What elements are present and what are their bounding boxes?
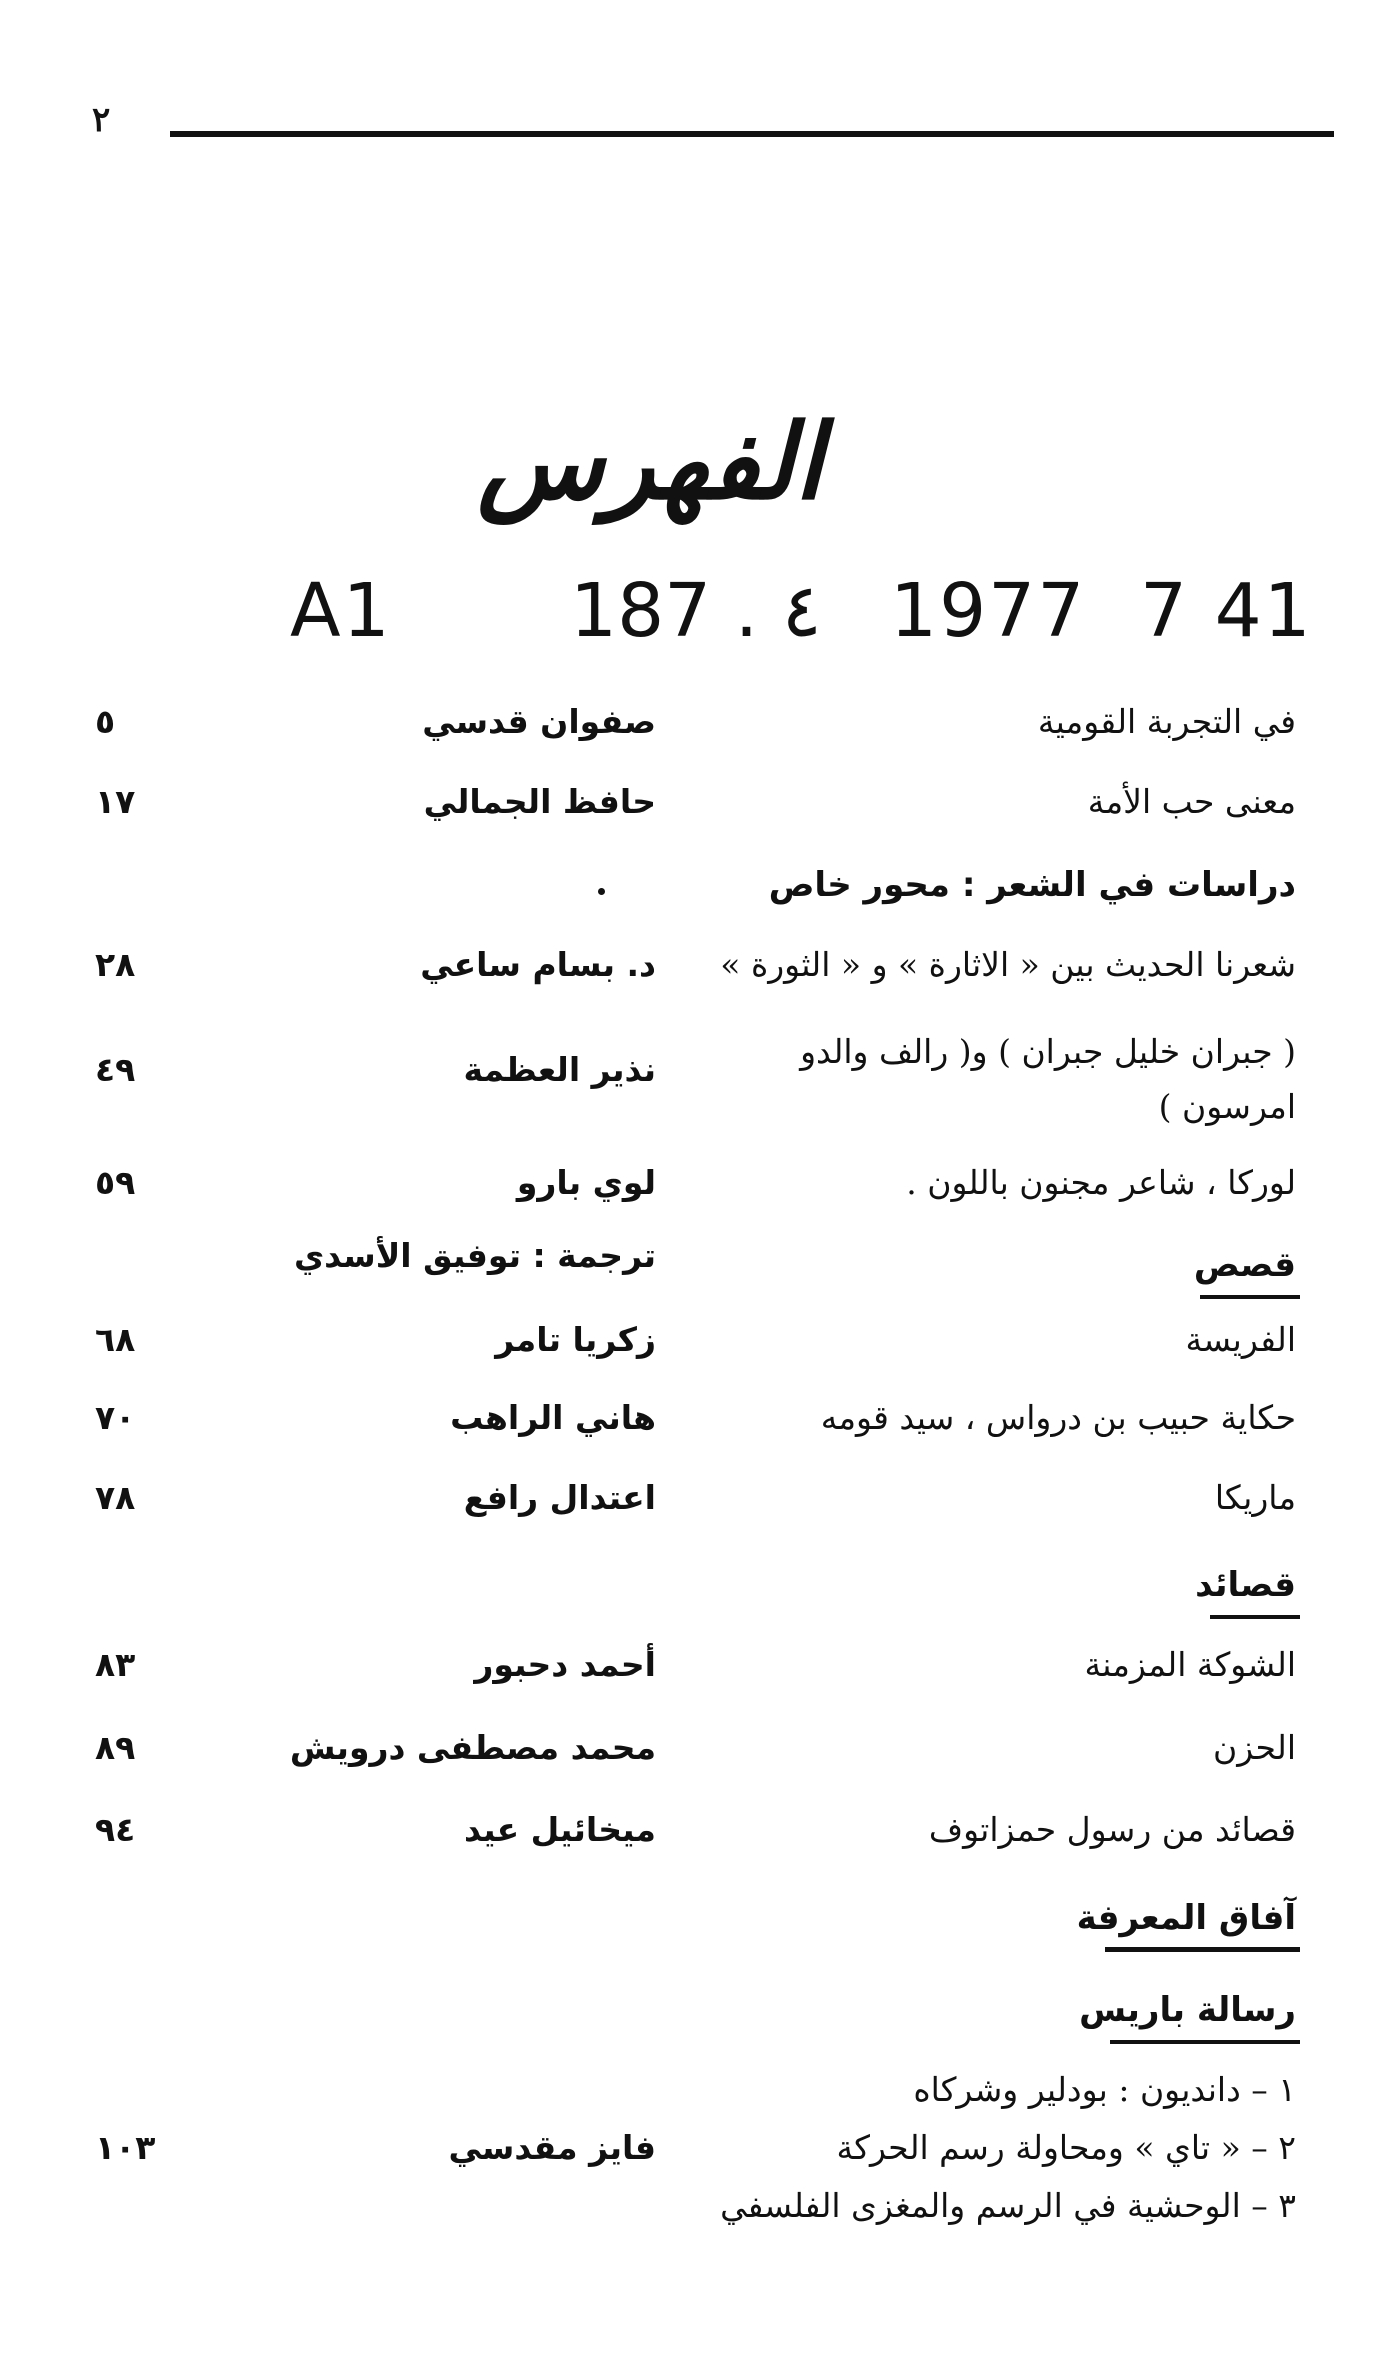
entry-page: ٧٨ — [95, 1478, 136, 1517]
entry-author: محمد مصطفى درويش — [289, 1728, 656, 1767]
toc-entry — [0, 2186, 1396, 2246]
section-heading-paris-letter — [1079, 1990, 1296, 2036]
entry-title: شعرنا الحديث بين « الاثارة » و « الثورة » — [720, 945, 1296, 984]
entry-page: ٨٩ — [95, 1728, 136, 1767]
handwritten-note-1: A1 — [290, 568, 392, 654]
entry-page: ٧٠ — [95, 1398, 136, 1437]
entry-page: ٥ — [95, 702, 116, 741]
entry-author: هاني الراهب — [450, 1398, 656, 1437]
handwritten-note-2: 187 . ٤ — [570, 568, 822, 654]
entry-title: ١ – دانديون : بودلير وشركاه — [913, 2070, 1296, 2109]
toc-entry — [0, 1810, 1396, 1870]
entry-author: أحمد دحبور — [474, 1645, 656, 1684]
entry-page: ٤٩ — [95, 1050, 136, 1089]
entry-author: لوي بارو — [516, 1163, 656, 1202]
toc-entry — [0, 1320, 1396, 1380]
entry-author: نذير العظمة — [463, 1050, 656, 1089]
entry-title: ( جبران خليل جبران ) و( رالف والدو — [800, 1032, 1296, 1071]
section-label: آفاق المعرفة — [1076, 1898, 1296, 1938]
toc-entry — [0, 2070, 1396, 2130]
toc-entry — [0, 1728, 1396, 1788]
entry-title-line2: امرسون ) — [1158, 1087, 1296, 1126]
toc-entry — [0, 1478, 1396, 1538]
section-label: قصص — [1193, 1245, 1296, 1285]
toc-entry — [0, 1236, 1396, 1296]
entry-title: لوركا ، شاعر مجنون باللون . — [906, 1163, 1296, 1202]
entry-page: ١٧ — [95, 782, 136, 821]
section-heading-horizons — [1077, 1898, 1296, 1944]
entry-title: حكاية حبيب بن درواس ، سيد قومه — [820, 1398, 1296, 1437]
entry-title: ماريكا — [1214, 1478, 1296, 1517]
section-underline — [1210, 1615, 1300, 1619]
toc-entry — [0, 1645, 1396, 1705]
section-underline — [1200, 1295, 1300, 1299]
section-heading-poetry-studies: دراسات في الشعر : محور خاص — [768, 865, 1296, 905]
entry-title: الحزن — [1213, 1728, 1296, 1767]
entry-title: في التجربة القومية — [1037, 702, 1296, 741]
entry-translator: ترجمة : توفيق الأسدي — [293, 1236, 656, 1275]
entry-author: صفوان قدسي — [422, 702, 656, 741]
entry-title: ٣ – الوحشية في الرسم والمغزى الفلسفي — [720, 2186, 1296, 2225]
section-underline — [1110, 2040, 1300, 2044]
toc-entry — [0, 782, 1396, 842]
handwritten-note-4: 7 41 — [1140, 568, 1313, 654]
page-title: الفهرس — [477, 400, 823, 523]
entry-author: ميخائيل عيد — [464, 1810, 656, 1849]
page-number: ٢ — [92, 100, 111, 140]
toc-entry — [0, 945, 1396, 1005]
entry-page: ٨٣ — [95, 1645, 136, 1684]
toc-entry — [0, 1398, 1396, 1458]
entry-page: ٢٨ — [95, 945, 136, 984]
entry-page: ٩٤ — [95, 1810, 136, 1849]
entry-title: معنى حب الأمة — [1087, 782, 1296, 821]
entry-title: الشوكة المزمنة — [1084, 1645, 1296, 1684]
entry-author: حافظ الجمالي — [423, 782, 656, 821]
entry-page: ١٠٣ — [95, 2128, 156, 2167]
handwritten-note-3: 1977 — [890, 568, 1087, 654]
entry-author: د. بسام ساعي — [420, 945, 656, 984]
entry-title: الفريسة — [1185, 1320, 1296, 1359]
toc-entry — [0, 2128, 1396, 2188]
toc-entry — [0, 1032, 1396, 1142]
entry-title: ٢ – « تاي » ومحاولة رسم الحركة — [836, 2128, 1296, 2167]
section-underline — [1105, 1947, 1300, 1952]
section-label: قصائد — [1195, 1565, 1296, 1605]
entry-author: فايز مقدسي — [448, 2128, 656, 2167]
section-heading-stories — [1194, 1245, 1296, 1291]
toc-entry — [0, 1163, 1396, 1223]
dot-mark — [598, 888, 605, 895]
toc-entry — [0, 702, 1396, 762]
section-heading-poems — [1195, 1565, 1296, 1611]
entry-title: قصائد من رسول حمزاتوف — [928, 1810, 1296, 1849]
entry-page: ٥٩ — [95, 1163, 136, 1202]
entry-page: ٦٨ — [95, 1320, 136, 1359]
entry-author: اعتدال رافع — [463, 1478, 656, 1517]
section-label: رسالة باريس — [1079, 1990, 1296, 2030]
entry-author: زكريا تامر — [495, 1320, 656, 1359]
